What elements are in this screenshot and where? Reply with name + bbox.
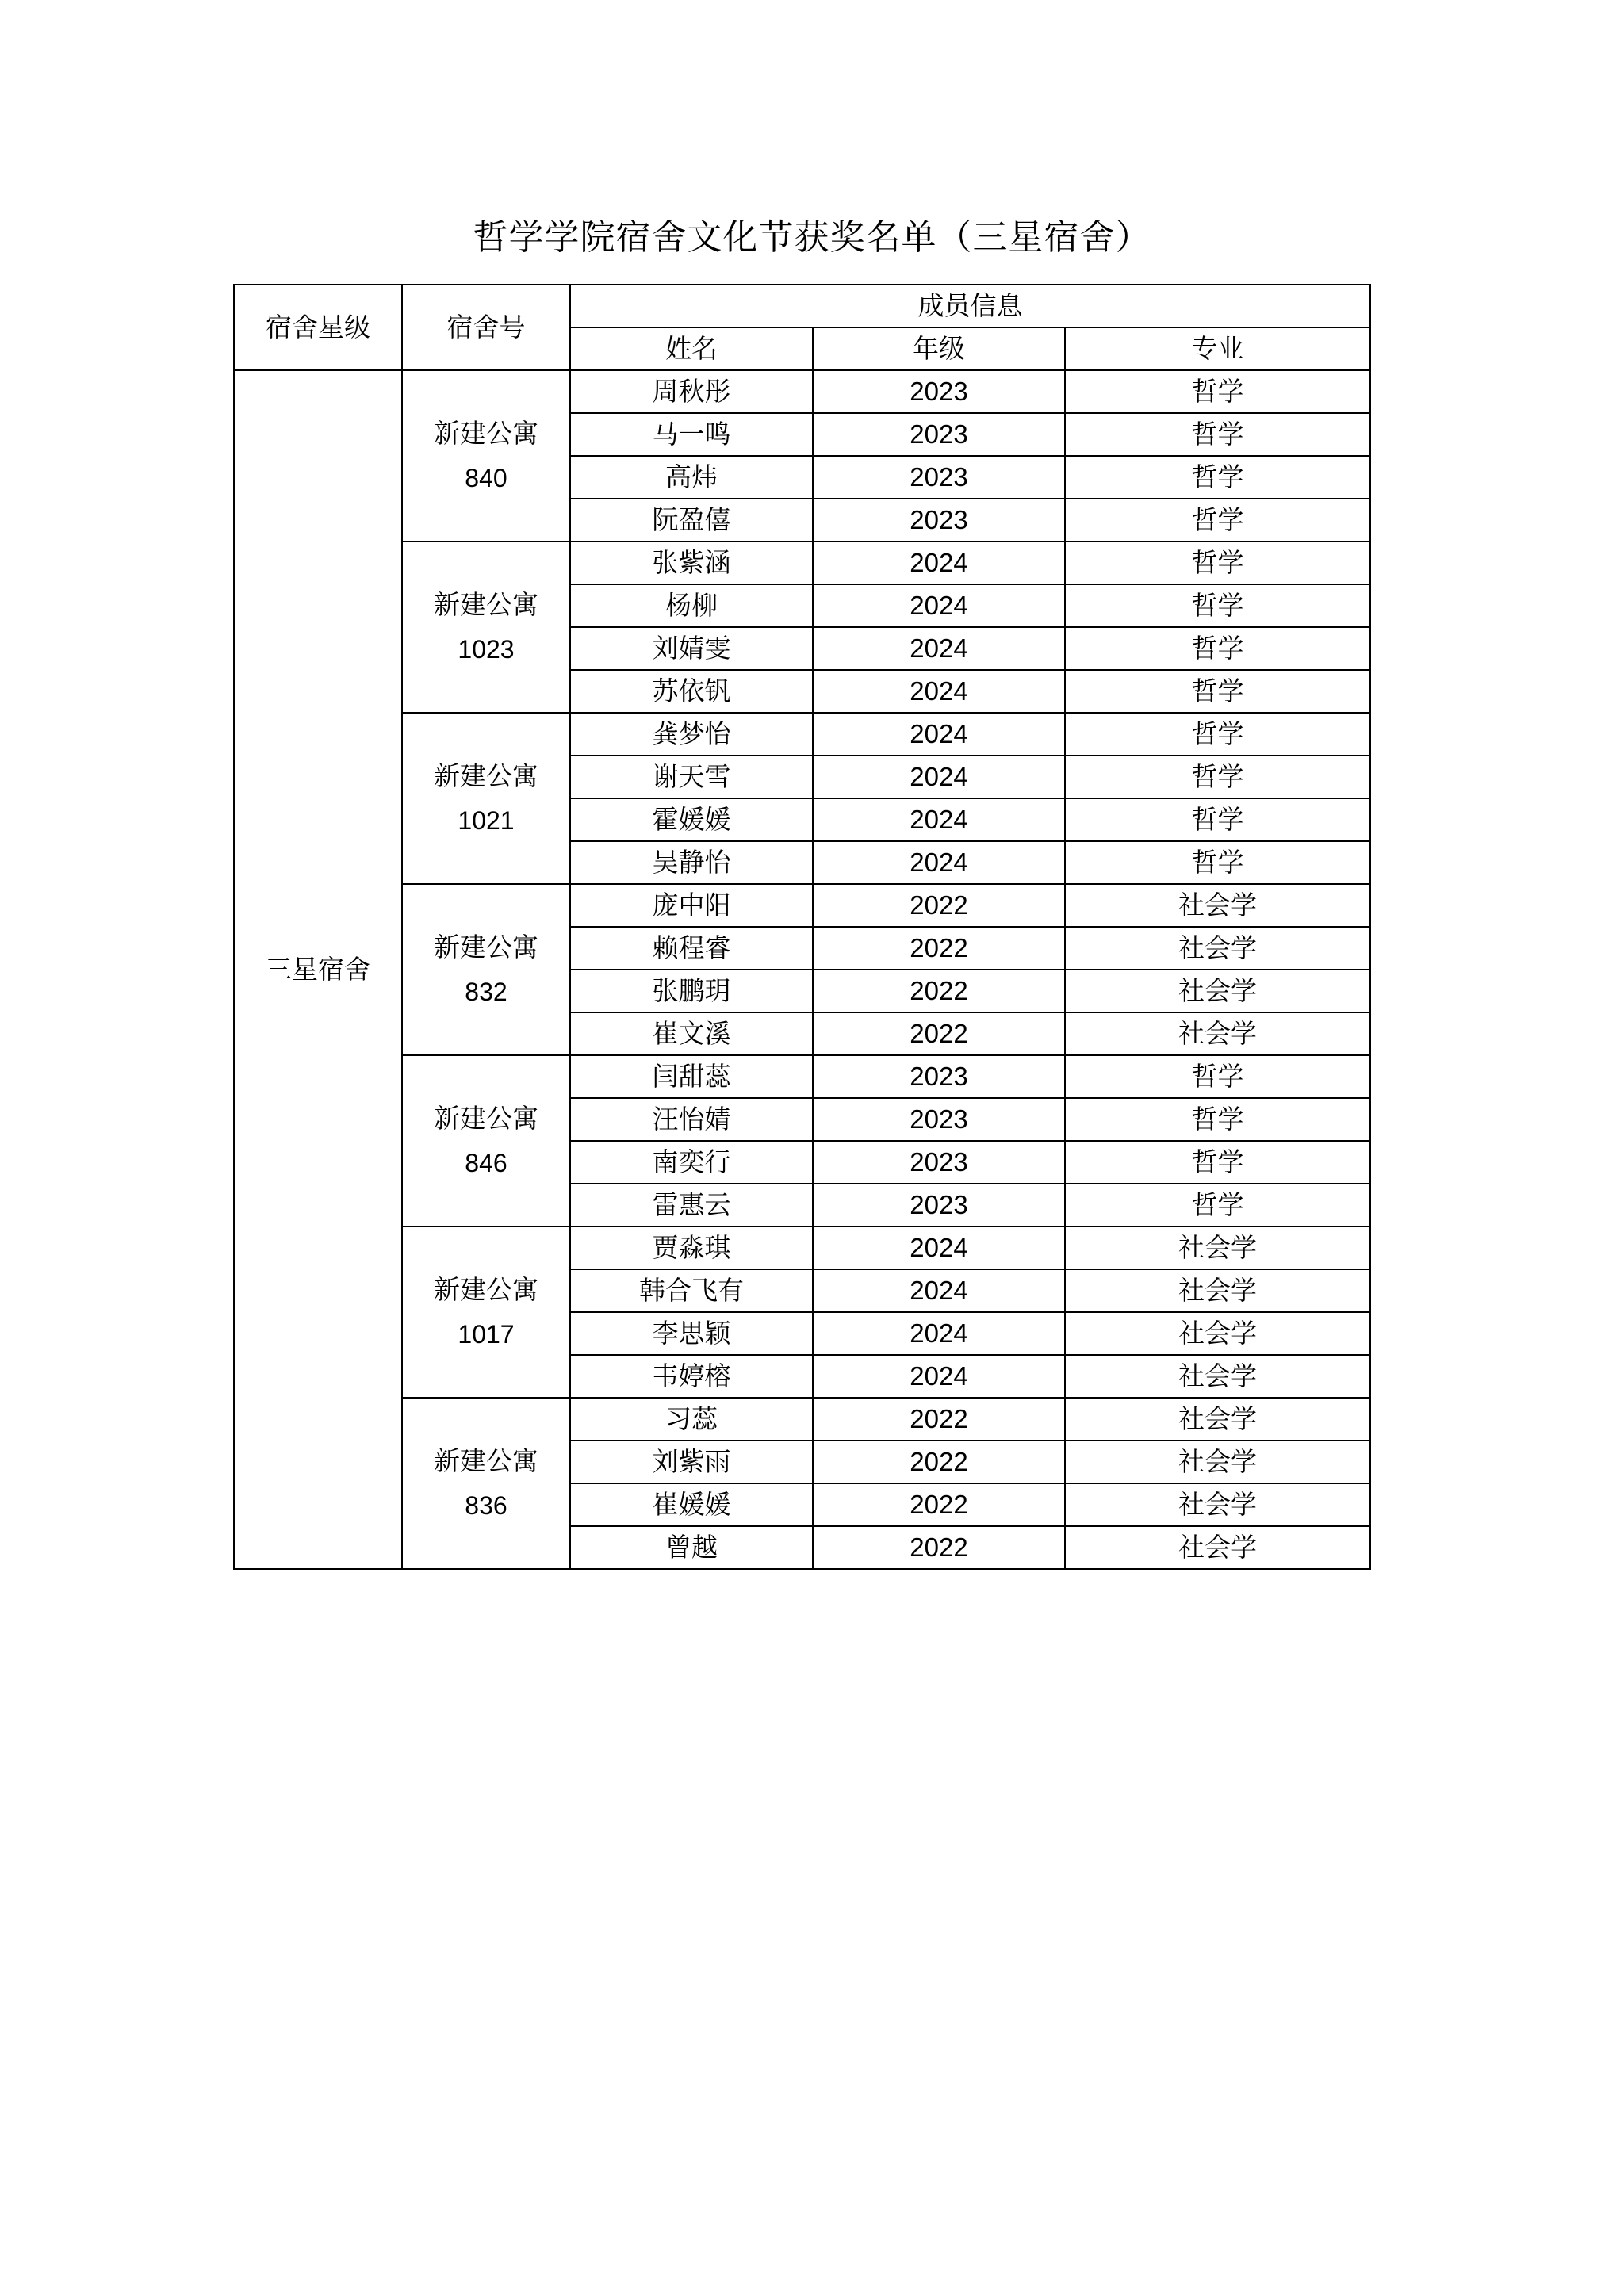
member-name: 汪怡婧 [570,1098,813,1141]
member-grade: 2024 [813,841,1065,884]
member-grade: 2022 [813,1398,1065,1441]
room-cell [402,1055,570,1226]
room-number: 836 [465,1491,508,1520]
member-name: 赖程睿 [570,927,813,970]
room-cell [402,713,570,884]
member-grade: 2024 [813,1269,1065,1312]
member-grade: 2023 [813,456,1065,499]
member-major: 哲学 [1065,841,1370,884]
member-grade: 2023 [813,1055,1065,1098]
member-name: 习蕊 [570,1398,813,1441]
member-grade: 2023 [813,1141,1065,1184]
member-grade: 2024 [813,670,1065,713]
member-grade: 2023 [813,413,1065,456]
table-row [234,370,1370,413]
member-grade: 2024 [813,541,1065,584]
member-name: 崔文溪 [570,1012,813,1055]
room-building: 新建公寓 [434,589,538,620]
member-name: 吴静怡 [570,841,813,884]
member-grade: 2022 [813,1012,1065,1055]
member-grade: 2024 [813,798,1065,841]
table-row [234,1226,1370,1269]
member-major: 社会学 [1065,1398,1370,1441]
room-number: 846 [465,1149,508,1177]
member-name: 刘紫雨 [570,1441,813,1483]
member-grade: 2023 [813,499,1065,541]
member-major: 社会学 [1065,1355,1370,1398]
member-name: 韩合飞有 [570,1269,813,1312]
member-major: 哲学 [1065,798,1370,841]
member-major: 哲学 [1065,370,1370,413]
member-name: 周秋彤 [570,370,813,413]
table-row [234,1398,1370,1441]
member-major: 哲学 [1065,541,1370,584]
member-grade: 2024 [813,627,1065,670]
room-cell [402,541,570,713]
member-name: 李思颖 [570,1312,813,1355]
member-grade: 2024 [813,584,1065,627]
member-major: 社会学 [1065,884,1370,927]
member-major: 社会学 [1065,1526,1370,1569]
member-grade: 2023 [813,1098,1065,1141]
room-building: 新建公寓 [434,418,538,449]
header-grade: 年级 [813,327,1065,370]
room-cell [402,1398,570,1569]
member-name: 马一鸣 [570,413,813,456]
room-building: 新建公寓 [434,1274,538,1305]
room-cell [402,370,570,541]
member-major: 哲学 [1065,1184,1370,1226]
header-room: 宿舍号 [402,285,570,370]
member-name: 庞中阳 [570,884,813,927]
member-name: 杨柳 [570,584,813,627]
member-major: 哲学 [1065,456,1370,499]
member-name: 雷惠云 [570,1184,813,1226]
member-major: 哲学 [1065,756,1370,798]
dorm-level-cell: 三星宿舍 [234,370,402,1569]
member-major: 社会学 [1065,1269,1370,1312]
header-level: 宿舍星级 [234,285,402,370]
member-name: 霍媛媛 [570,798,813,841]
member-name: 谢天雪 [570,756,813,798]
member-grade: 2024 [813,1355,1065,1398]
member-grade: 2024 [813,1312,1065,1355]
member-major: 哲学 [1065,1141,1370,1184]
room-number: 840 [465,464,508,492]
header-row-1 [234,285,1370,327]
member-name: 阮盈僖 [570,499,813,541]
member-name: 曾越 [570,1526,813,1569]
member-major: 社会学 [1065,1312,1370,1355]
member-grade: 2022 [813,884,1065,927]
room-building: 新建公寓 [434,1445,538,1476]
member-name: 贾淼琪 [570,1226,813,1269]
table-row [234,884,1370,927]
room-building: 新建公寓 [434,760,538,791]
member-major: 哲学 [1065,713,1370,756]
member-major: 哲学 [1065,499,1370,541]
member-name: 崔媛媛 [570,1483,813,1526]
member-major: 哲学 [1065,413,1370,456]
room-building: 新建公寓 [434,932,538,962]
table-row [234,1055,1370,1098]
table-row [234,541,1370,584]
room-cell [402,1226,570,1398]
member-name: 龚梦怡 [570,713,813,756]
room-number: 1023 [458,635,515,664]
member-major: 社会学 [1065,1483,1370,1526]
member-grade: 2024 [813,1226,1065,1269]
member-major: 哲学 [1065,584,1370,627]
member-major: 社会学 [1065,970,1370,1012]
member-grade: 2023 [813,370,1065,413]
member-major: 哲学 [1065,1098,1370,1141]
room-number: 1021 [458,806,515,835]
member-grade: 2022 [813,970,1065,1012]
member-major: 社会学 [1065,1012,1370,1055]
page-title: 哲学学院宿舍文化节获奖名单（三星宿舍） [473,217,1151,258]
member-name: 刘婧雯 [570,627,813,670]
member-name: 高炜 [570,456,813,499]
header-major: 专业 [1065,327,1370,370]
member-grade: 2022 [813,1526,1065,1569]
room-number: 1017 [458,1320,515,1349]
roster-body [234,370,1370,1569]
member-major: 社会学 [1065,1226,1370,1269]
table-row [234,713,1370,756]
member-major: 社会学 [1065,927,1370,970]
member-name: 张鹏玥 [570,970,813,1012]
header-members-group: 成员信息 [570,285,1370,327]
member-grade: 2024 [813,756,1065,798]
member-name: 张紫涵 [570,541,813,584]
award-roster-table [233,284,1371,1570]
member-name: 苏依钒 [570,670,813,713]
member-name: 南奕行 [570,1141,813,1184]
room-cell [402,884,570,1055]
member-major: 哲学 [1065,1055,1370,1098]
member-major: 社会学 [1065,1441,1370,1483]
room-building: 新建公寓 [434,1103,538,1134]
member-name: 韦婷榕 [570,1355,813,1398]
member-major: 哲学 [1065,627,1370,670]
member-grade: 2023 [813,1184,1065,1226]
member-major: 哲学 [1065,670,1370,713]
member-name: 闫甜蕊 [570,1055,813,1098]
member-grade: 2022 [813,1483,1065,1526]
member-grade: 2024 [813,713,1065,756]
room-number: 832 [465,978,508,1006]
member-grade: 2022 [813,1441,1065,1483]
member-grade: 2022 [813,927,1065,970]
header-name: 姓名 [570,327,813,370]
